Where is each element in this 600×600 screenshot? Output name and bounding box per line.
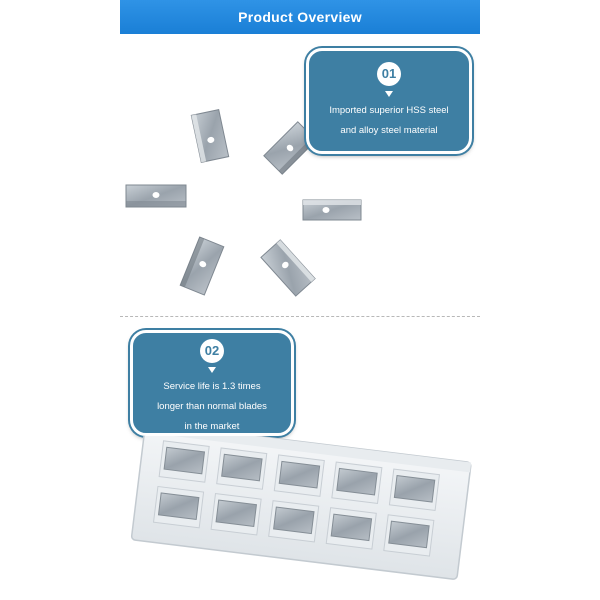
header-banner	[120, 0, 480, 34]
page-title: Product Overview	[238, 9, 362, 25]
blade-package-photo	[128, 436, 472, 586]
blade-cell	[274, 455, 324, 496]
product-overview-page	[120, 0, 480, 600]
feature-number-badge: 01	[377, 62, 401, 86]
down-arrow-icon	[208, 367, 216, 373]
blade-cell	[389, 469, 439, 510]
feature-description	[133, 377, 291, 437]
blade	[303, 200, 361, 220]
feature-callout-02	[130, 330, 294, 436]
feature-line: longer than normal blades	[157, 401, 267, 412]
feature-line: Imported superior HSS steel	[329, 105, 449, 116]
blade	[261, 240, 315, 296]
feature-number-badge: 02	[200, 339, 224, 363]
blade-cell	[332, 462, 382, 503]
section-divider	[120, 316, 480, 317]
feature-line: and alloy steel material	[340, 125, 438, 136]
blade-cell	[269, 501, 319, 542]
down-arrow-icon	[385, 91, 393, 97]
blade	[180, 237, 224, 295]
feature-line: in the market	[184, 421, 240, 432]
blade-cell	[154, 487, 204, 528]
blade	[126, 185, 186, 207]
blade	[191, 110, 228, 163]
blade-cell	[326, 508, 376, 549]
blade-cell	[217, 448, 267, 489]
feature-line: Service life is 1.3 times	[163, 381, 261, 392]
blade-cell	[211, 494, 261, 535]
blade-cell	[384, 515, 434, 556]
blade-cell	[159, 441, 209, 482]
feature-description	[309, 101, 469, 141]
feature-callout-01	[306, 48, 472, 154]
